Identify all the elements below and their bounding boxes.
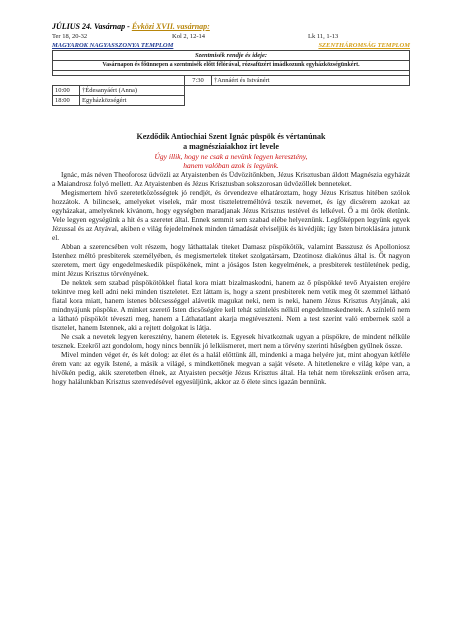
article-quote <box>52 152 410 170</box>
church-right-title: SZENTHÁROMSÁG TEMPLOM <box>318 42 410 49</box>
left-mass-time: 10:00 <box>53 86 80 96</box>
rosary-note: Vasárnapon és főünnepen a szentmisék előtt félórával, rózsafüzért imádkozunk egyházközségünkért. <box>53 61 410 71</box>
feast-label: Évközi XVII. vasárnap: <box>131 22 210 31</box>
empty-left-cell <box>53 76 185 86</box>
empty-right-cell <box>185 96 410 106</box>
left-mass-time: 18:00 <box>53 96 80 106</box>
empty-right-cell <box>185 86 410 96</box>
article-title-line-1: Kezdődik Antiochiai Szent Ignác püspök és vértanúnak <box>136 132 326 141</box>
date-label: JÚLIUS 24. Vasárnap <box>52 22 126 31</box>
quote-line-2: hanem valóban azok is legyünk. <box>183 161 279 170</box>
table-row <box>53 76 410 86</box>
table-row <box>53 96 410 106</box>
article-paragraph: Ne csak a nevetek legyen keresztény, hanem életetek is. Egyesek hivatkoznak ugyan a püspökre, de mindent nélküle tesznek. Ezekről azt gondolom, hogy nincs bennük jó lelkiismeret, mert nem a törvény szerinti hűségben gyűlnek össze. <box>52 332 410 350</box>
article-title-line-2: a magnésziaiakhoz írt levele <box>183 142 279 151</box>
article-paragraph: De nektek sem szabad püspökötökkel fiatal kora miatt bizalmaskodni, hanem az ő püspökké tevő Atyaisten erejére tekintve meg kell adni neki minden tiszteletet. Ezt láttam is, hogy a szent presbiterek nem vetik meg őt szemmel látható fiatal kora miatt, hanem istenes bölcsességgel alávetik magukat neki, nem is neki, hanem Jézus Krisztus Atyjának, aki mindnyájunk püspöke. A minket szerető Isten dicsőségére kell tehát színlelés nélkül engedelmeskednetek. A színlelő nem a látható püspököt téveszti meg, hanem a Láthatatlant akarja megtéveszteni. Nem a test szerint való embernek szól a tisztelet, hanem Istennek, aki a rejtett dolgokat is látja. <box>52 278 410 332</box>
left-mass-intention: Egyházközségért <box>80 96 185 106</box>
church-left-title: MAGYAROK NAGYASSZONYA TEMPLOM <box>52 42 174 49</box>
right-mass-time: 7:30 <box>185 76 212 86</box>
article-paragraph: Abban a szerencsében volt részem, hogy láthattalak titeket Damasz püspökötök, valamint Basszusz és Apolloniosz Istenhez méltó presbiterek személyében, és megismertelek titeket szolgatársam, Dzotinosz diakónus által is. Őt nagyon szeretem, mert úgy engedelmeskedik püspökének, mint a jóságos Isten kegyelmének, a presbiterek testületének pedig, mint Jézus Krisztus törvényének. <box>52 242 410 278</box>
table-row <box>53 86 410 96</box>
date-header <box>52 22 410 32</box>
right-mass-intention: †Annáért és Istvánért <box>212 76 410 86</box>
reading-gospel: Lk 11, 1-13 <box>308 33 339 40</box>
mass-schedule-table <box>52 50 410 106</box>
left-mass-intention: †Édesanyáért (Anna) <box>80 86 185 96</box>
reading-first: Ter 18, 20-32 <box>52 33 88 40</box>
churches-row <box>52 41 410 50</box>
readings-row <box>52 32 410 41</box>
schedule-caption: Szentmisék rendje és ideje: <box>53 51 410 61</box>
quote-line-1: Úgy illik, hogy ne csak a nevünk legyen keresztény, <box>154 152 308 161</box>
article-title <box>52 132 410 152</box>
article-body <box>52 170 410 386</box>
reading-second: Kol 2, 12-14 <box>172 33 206 40</box>
bulletin-page <box>52 22 410 386</box>
date-separator: - <box>125 22 132 31</box>
article-paragraph: Mivel minden véget ér, és két dolog: az élet és a halál előttünk áll, mindenki a maga helyére jut, mint ahogyan kétféle érem van: az egyik Istené, a másik a világé, s mindkettőnek megvan a saját vésete. A hitetlenekre e világ képe van, a hívőkén pedig, akik szeretetben élnek, az Atyaisten pecsétje Jézus Krisztus által. Ha tehát nem törekszünk erősen arra, hogy halálunkban Krisztus szenvedésével egyesüljünk, akkor az ő élete sincs igazán bennünk. <box>52 350 410 386</box>
article-paragraph: Ignác, más néven Theoforosz üdvözli az Atyaistenben és Üdvözítőnkben, Jézus Krisztusban áldott Magnészia egyházát a Maiandrosz folyó mellett. Az Atyaistenben és Jézus Krisztusban sokszorosan üdvözöllek benneteket. <box>52 170 410 188</box>
article-paragraph: Megismertem hívő szeretetközösségtek jó rendjét, és örvendezve elhatároztam, hogy Jézus Krisztus hitében szólok hozzátok. A bilincsek, amelyeket viselek, már most tiszteletreméltóvá teszik nevemet, és így dicsérem azokat az egyházakat, amelyeknek kívánom, hogy egységben maradjanak Jézus Krisztus testével és lelkével. Ő a mi örök életünk. Vele legyen egységünk a hit és a szeretet által. Ennek semmit sem szabad elébe helyeznünk. Legfőképpen legyünk egyek Jézussal és az Atyával, akiben e világ fejedelmének minden támadását elviseljük és kivédjük; így Isten birtoklására jutunk el. <box>52 188 410 242</box>
